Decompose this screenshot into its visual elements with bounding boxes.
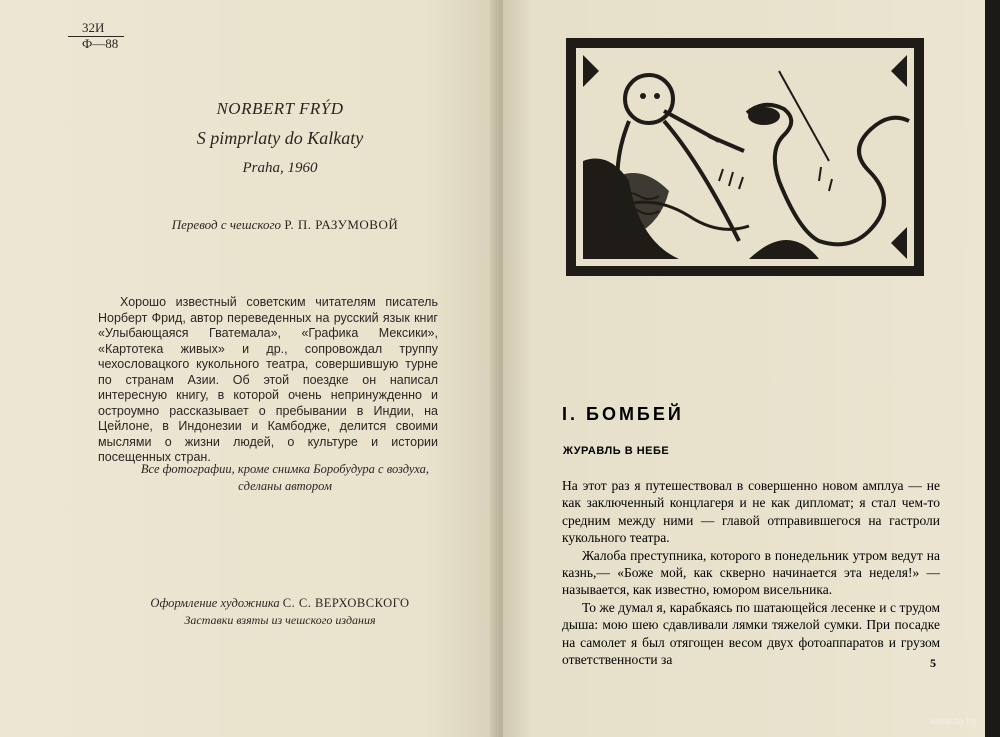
- translator-name: Р. П. РАЗУМОВОЙ: [284, 217, 399, 232]
- snake-charmer-woodcut-image: [569, 41, 921, 273]
- photo-credit-line2: сделаны автором: [238, 479, 332, 493]
- headpieces-note: Заставки взяты из чешского издания: [184, 613, 376, 627]
- section-subheading: ЖУРАВЛЬ В НЕБЕ: [563, 445, 670, 457]
- paragraph: На этот раз я путешествовал в совершенно новом амплуа — не как заключенный концлагеря и не как дипломат; я стал чем-то средним между ними — главой отправившегося на гастроли кукольного театра.: [562, 478, 940, 546]
- watermark: www.ay.by: [930, 716, 978, 727]
- original-title: S pimprlaty do Kalkaty: [196, 128, 364, 148]
- design-prefix: Оформление художника: [150, 596, 280, 610]
- photo-credit: [80, 461, 490, 495]
- design-credit: [100, 596, 460, 611]
- body-text: [562, 477, 940, 668]
- translation-credit: [80, 217, 490, 233]
- woodcut-illustration: [566, 38, 924, 276]
- designer-name: С. С. ВЕРХОВСКОГО: [282, 596, 410, 610]
- chapter-heading: I. БОМБЕЙ: [562, 404, 684, 424]
- original-author: NORBERT FRÝD: [216, 99, 344, 118]
- translation-prefix: Перевод с чешского: [171, 217, 282, 232]
- classification-code-bottom: Ф—88: [82, 36, 119, 51]
- classification-code-top: 32И: [82, 20, 105, 35]
- classification-divider: [68, 36, 124, 37]
- classification-code: [82, 20, 118, 52]
- photo-credit-line1: Все фотографии, кроме снимка Боробудура с воздуха,: [140, 462, 430, 476]
- page-number: 5: [930, 656, 936, 670]
- paragraph: Жалоба преступника, которого в понедельник утром ведут на казнь,— «Боже мой, как скверно начинается эта неделя!» — называется, как известно, юмором висельника.: [562, 547, 940, 598]
- place-year: Praha, 1960: [242, 160, 318, 176]
- annotation-paragraph: Хорошо известный советским читателям писатель Норберт Фрид, автор переведенных на русский язык книг «Улыбающаяся Гватемала», «Графика Мексики», «Картотека живых» и др., сопровождал труппу чехословацкого кукольного театра, совершившую турне по странам Азии. Об этой поездке он написал интересную книгу, в которой очень непринужденно и остроумно рассказывает о пребывании в Индии, на Цейлоне, в Индонезии и Камбодже, делится своими мыслями о жизни людей, о культуре и истории посещенных стран.: [98, 295, 438, 464]
- paragraph: То же думал я, карабкаясь по шатающейся лесенке и с трудом дыша: мою шею сдавливали лямки тяжелой сумки. При посадке на самолет я был отягощен весом двух фотоаппаратов и грузом ответственности за: [562, 599, 940, 668]
